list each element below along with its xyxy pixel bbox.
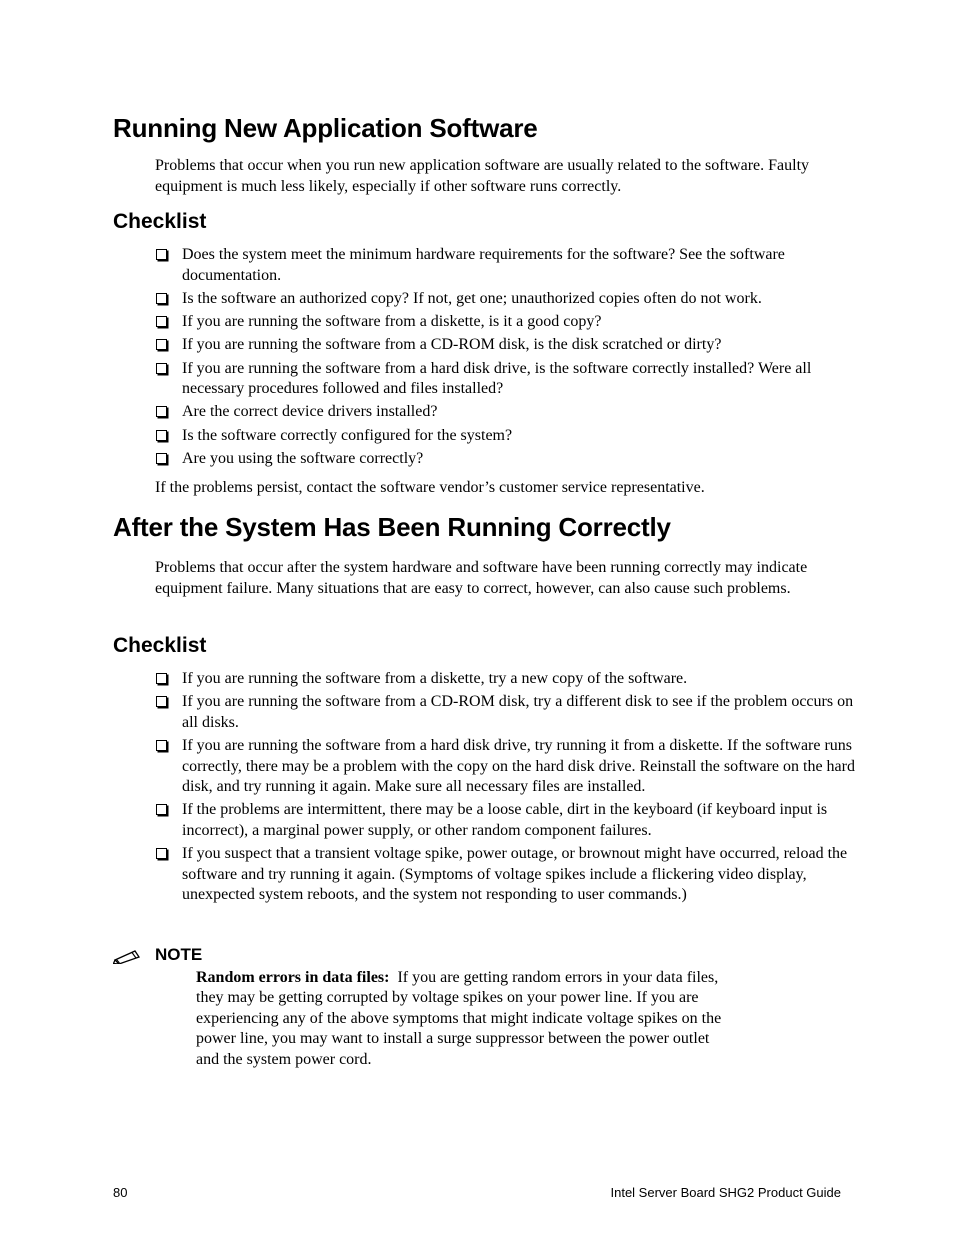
- checkbox-icon: [156, 293, 167, 304]
- section-title-running-new-software: Running New Application Software: [113, 113, 538, 143]
- checklist-item-text: If you are running the software from a CD-ROM disk, is the disk scratched or dirty?: [182, 336, 722, 354]
- checklist-item: [155, 402, 855, 423]
- checklist-software: [155, 245, 855, 472]
- checklist-item-text: Are you using the software correctly?: [182, 450, 424, 468]
- checkbox-icon: [156, 453, 167, 464]
- checklist-item: [155, 800, 855, 841]
- checklist-item-text: If you are running the software from a hard disk drive, is the software correctly installed? Were all necessary procedures followed and files installed?: [182, 359, 812, 398]
- checkbox-icon: [156, 673, 167, 684]
- checklist-item-text: If you are running the software from a CD-ROM disk, try a different disk to see if the problem occurs on all disks.: [182, 693, 854, 731]
- checklist-item: [155, 359, 855, 400]
- checklist-item-text: Are the correct device drivers installed?: [182, 403, 438, 421]
- checkbox-icon: [156, 804, 167, 815]
- note-text: If you are getting random errors in your data files, they may be getting corrupted by voltage spikes on your power line. If you are experiencing any of the above symptoms that might indicate voltage spikes on the power line, you may want to install a surge suppressor between the power outlet and the system power cord.: [196, 969, 722, 1068]
- checkbox-icon: [156, 249, 167, 260]
- checkbox-icon: [156, 316, 167, 327]
- checklist-item: [155, 669, 855, 690]
- checklist-item: [155, 245, 855, 286]
- checklist-item-text: Is the software an authorized copy? If not, get one; unauthorized copies often do not work.: [182, 289, 762, 307]
- checklist-item: [155, 692, 855, 733]
- checklist-item-text: If the problems are intermittent, there may be a loose cable, dirt in the keyboard (if keyboard input is incorrect), a marginal power supply, or other random component failures.: [182, 801, 828, 839]
- footer-doc-title: Intel Server Board SHG2 Product Guide: [610, 1185, 841, 1200]
- checklist-after-running: [155, 669, 855, 908]
- checkbox-icon: [156, 363, 167, 374]
- checkbox-icon: [156, 339, 167, 350]
- checklist-item: [155, 844, 855, 906]
- section-outro: If the problems persist, contact the software vendor’s customer service representative.: [155, 479, 705, 496]
- checklist-item-text: If you are running the software from a diskette, try a new copy of the software.: [182, 670, 688, 687]
- checklist-item-text: Does the system meet the minimum hardware requirements for the software? See the software documentation.: [182, 246, 785, 284]
- checkbox-icon: [156, 696, 167, 707]
- checklist-item: [155, 426, 855, 447]
- checklist-item: [155, 736, 855, 798]
- checklist-item-text: If you are running the software from a hard disk drive, try running it from a diskette. If the software runs correctly, there may be a problem with the copy on the hard disk drive. Reinstall the software on the hard disk, and try running it again. Make sure all necessary files are installed.: [182, 737, 855, 796]
- section-title-after-running-correctly: After the System Has Been Running Correctly: [113, 512, 671, 542]
- section-intro: Problems that occur after the system hardware and software have been running correctly may indicate equipment failure. Many situations that are easy to correct, however, can also cause such problems.: [155, 559, 808, 597]
- checklist-item: [155, 289, 855, 310]
- checklist-item-text: Is the software correctly configured for the system?: [182, 426, 513, 444]
- section-intro: Problems that occur when you run new application software are usually related to the software. Faulty equipment is much less likely, especially if other software runs correctly.: [155, 157, 810, 195]
- checklist-item: [155, 312, 855, 333]
- note-lead: Random errors in data files:: [196, 969, 390, 986]
- checklist-item: [155, 449, 855, 470]
- checklist-heading: Checklist: [113, 210, 207, 233]
- checklist-item: [155, 335, 855, 356]
- pencil-icon: [113, 948, 143, 964]
- page-number: 80: [113, 1185, 128, 1200]
- checkbox-icon: [156, 848, 167, 859]
- checkbox-icon: [156, 740, 167, 751]
- checkbox-icon: [156, 430, 167, 441]
- checklist-item-text: If you suspect that a transient voltage spike, power outage, or brownout might have occurred, reload the software and try running it again. (Symptoms of voltage spikes include a flickering video display, unexpected system reboots, and the system not responding to user commands.): [182, 845, 848, 904]
- note-label: NOTE: [155, 945, 203, 964]
- checklist-heading: Checklist: [113, 634, 207, 657]
- note-body: [196, 968, 736, 1070]
- checklist-item-text: If you are running the software from a diskette, is it a good copy?: [182, 313, 602, 331]
- checkbox-icon: [156, 406, 167, 417]
